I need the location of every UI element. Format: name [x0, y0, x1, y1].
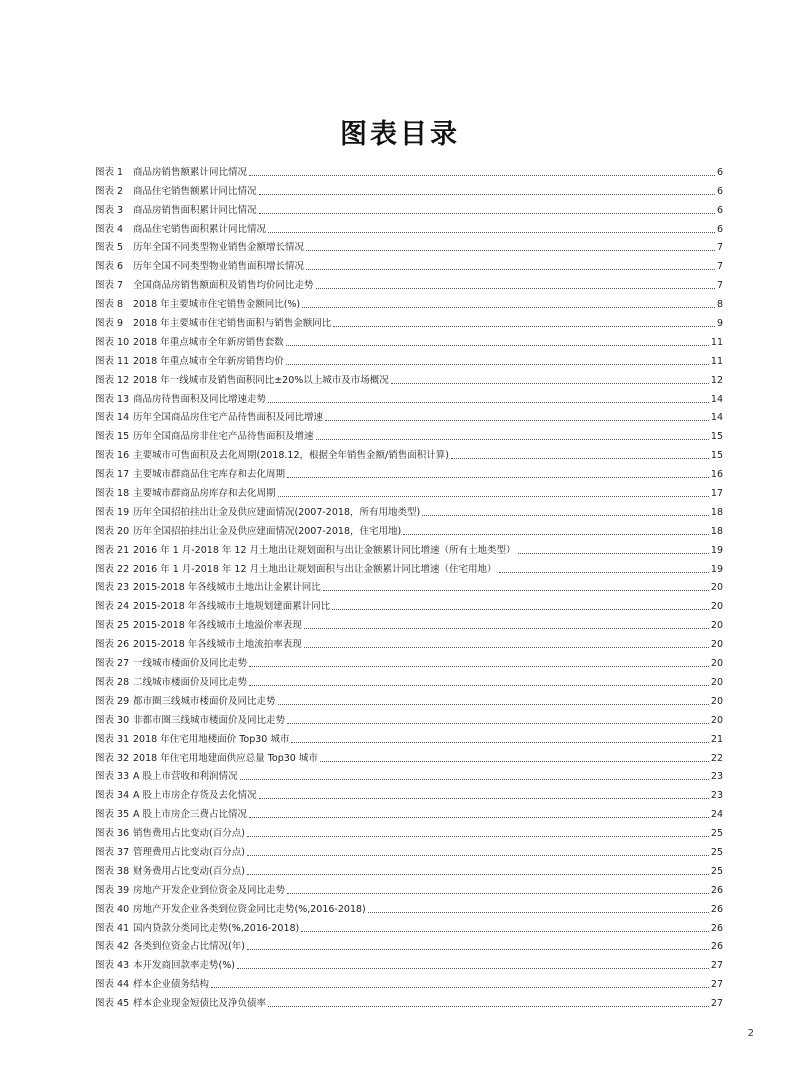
toc-entry[interactable]	[95, 424, 723, 443]
toc-entry-number: 图表 25	[95, 620, 130, 632]
toc-entry[interactable]	[95, 481, 723, 500]
toc-entry[interactable]	[95, 689, 723, 708]
toc-entry-page: 22	[710, 752, 723, 764]
toc-entry-number: 图表 27	[95, 658, 130, 670]
toc-entry-title: 销售费用占比变动(百分点)	[133, 828, 245, 840]
toc-entry-number: 图表 23	[95, 582, 130, 594]
toc-entry-number: 图表 29	[95, 695, 130, 707]
toc-entry[interactable]	[95, 972, 723, 991]
dot-leader	[316, 288, 715, 289]
dot-leader	[287, 477, 709, 478]
toc-entry-page: 21	[710, 733, 723, 745]
toc-entry-title: 样本企业现金短债比及净负债率	[133, 998, 267, 1010]
toc-entry-page: 8	[716, 299, 723, 311]
toc-entry[interactable]	[95, 953, 723, 972]
toc-entry[interactable]	[95, 708, 723, 727]
toc-entry-number: 图表 39	[95, 884, 130, 896]
toc-entry-page: 20	[710, 714, 723, 726]
toc-entry-title: 管理费用占比变动(百分点)	[133, 846, 245, 858]
dot-leader	[391, 383, 709, 384]
toc-entry[interactable]	[95, 935, 723, 954]
dot-leader	[451, 458, 709, 459]
dot-leader	[403, 534, 709, 535]
toc-entry-title: 历年全国不同类型物业销售金额增长情况	[133, 242, 305, 254]
toc-entry-page: 14	[710, 412, 723, 424]
toc-entry-title: 历年全国商品房住宅产品待售面积及同比增速	[133, 412, 324, 424]
toc-entry-page: 7	[716, 280, 723, 292]
toc-entry-number: 图表 3	[95, 204, 124, 216]
toc-entry-title: 2015-2018 年各线城市土地溢价率表现	[133, 620, 302, 632]
toc-entry[interactable]	[95, 783, 723, 802]
toc-entry[interactable]	[95, 500, 723, 519]
toc-entry-page: 27	[710, 979, 723, 991]
toc-entry-title: 房地产开发企业到位资金及同比走势	[133, 884, 286, 896]
toc-entry-title: 样本企业债务结构	[133, 979, 210, 991]
toc-entry-page: 27	[710, 998, 723, 1010]
toc-entry-page: 20	[710, 676, 723, 688]
toc-entry-page: 6	[716, 223, 723, 235]
toc-entry-page: 6	[716, 185, 723, 197]
dot-leader	[211, 987, 709, 988]
toc-entry-number: 图表 19	[95, 506, 130, 518]
toc-entry[interactable]	[95, 349, 723, 368]
toc-entry-title: A 股上市营收和利润情况	[133, 771, 238, 783]
toc-entry-page: 12	[710, 374, 723, 386]
toc-entry[interactable]	[95, 594, 723, 613]
toc-entry-number: 图表 33	[95, 771, 130, 783]
dot-leader	[306, 269, 715, 270]
toc-entry-title: 本开发商回款率走势(%)	[133, 960, 235, 972]
toc-entry-page: 20	[710, 582, 723, 594]
toc-entry[interactable]	[95, 292, 723, 311]
toc-entry-number: 图表 2	[95, 185, 124, 197]
toc-entry-page: 20	[710, 601, 723, 613]
dot-leader	[249, 666, 709, 667]
toc-entry-page: 18	[710, 525, 723, 537]
dot-leader	[268, 402, 709, 403]
toc-entry-number: 图表 6	[95, 261, 124, 273]
dot-leader	[278, 704, 709, 705]
toc-entry-number: 图表 38	[95, 865, 130, 877]
toc-entry-page: 7	[716, 242, 723, 254]
toc-entry[interactable]	[95, 273, 723, 292]
toc-entry-title: 国内贷款分类同比走势(%,2016-2018)	[133, 922, 300, 934]
toc-entry-title: 主要城市群商品住宅库存和去化周期	[133, 469, 286, 481]
toc-entry-title: 2018 年住宅用地建面供应总量 Top30 城市	[133, 752, 318, 764]
toc-entry-title: 商品住宅销售面积累计同比情况	[133, 223, 267, 235]
toc-entry-number: 图表 45	[95, 998, 130, 1010]
toc-entry-number: 图表 5	[95, 242, 124, 254]
toc-entry-number: 图表 37	[95, 846, 130, 858]
toc-entry-page: 16	[710, 469, 723, 481]
toc-entry-number: 图表 24	[95, 601, 130, 613]
toc-entry-title: 历年全国招拍挂出让金及供应建面情况(2007-2018，住宅用地)	[133, 525, 402, 537]
toc-entry-page: 25	[710, 828, 723, 840]
toc-entry-number: 图表 34	[95, 790, 130, 802]
toc-entry-page: 26	[710, 941, 723, 953]
toc-entry-title: 房地产开发企业各类到位资金同比走势(%,2016-2018)	[133, 903, 366, 915]
dot-leader	[291, 742, 709, 743]
toc-entry[interactable]	[95, 557, 723, 576]
dot-leader	[323, 590, 709, 591]
toc-entry-page: 14	[710, 393, 723, 405]
toc-entry[interactable]	[95, 670, 723, 689]
toc-entry-title: 都市圈三线城市楼面价及同比走势	[133, 695, 276, 707]
toc-entry-title: 2015-2018 年各线城市土地流拍率表现	[133, 639, 302, 651]
toc-entry-number: 图表 17	[95, 469, 130, 481]
toc-entry[interactable]	[95, 859, 723, 878]
toc-entry-title: 2018 年主要城市住宅销售金额同比(%)	[133, 299, 301, 311]
toc-entry-page: 15	[710, 431, 723, 443]
toc-entry-number: 图表 42	[95, 941, 130, 953]
toc-entry-page: 20	[710, 695, 723, 707]
toc-entry-title: 商品房待售面积及同比增速走势	[133, 393, 267, 405]
toc-entry-page: 19	[710, 544, 723, 556]
toc-entry-title: 2018 年重点城市全年新房销售套数	[133, 336, 284, 348]
toc-entry[interactable]	[95, 746, 723, 765]
dot-leader	[286, 345, 709, 346]
toc-entry-number: 图表 31	[95, 733, 130, 745]
toc-entry[interactable]	[95, 443, 723, 462]
toc-entry-title: 历年全国不同类型物业销售面积增长情况	[133, 261, 305, 273]
toc-entry[interactable]	[95, 897, 723, 916]
toc-entry-number: 图表 11	[95, 355, 130, 367]
toc-entry-number: 图表 28	[95, 676, 130, 688]
dot-leader	[368, 912, 709, 913]
toc-entry[interactable]	[95, 840, 723, 859]
toc-entry-title: 二线城市楼面价及同比走势	[133, 676, 248, 688]
dot-leader	[278, 496, 709, 497]
toc-entry[interactable]	[95, 991, 723, 1010]
toc-entry-page: 26	[710, 884, 723, 896]
toc-entry[interactable]	[95, 576, 723, 595]
toc-entry-title: 商品住宅销售额累计同比情况	[133, 185, 257, 197]
toc-entry[interactable]	[95, 821, 723, 840]
toc-entry-number: 图表 40	[95, 903, 130, 915]
toc-entry-title: A 股上市房企存货及去化情况	[133, 790, 257, 802]
toc-entry-page: 25	[710, 865, 723, 877]
toc-entry[interactable]	[95, 765, 723, 784]
toc-entry-title: 非都市圈三线城市楼面价及同比走势	[133, 714, 286, 726]
toc-entry-page: 7	[716, 261, 723, 273]
toc-entry-title: 商品房销售额累计同比情况	[133, 166, 248, 178]
toc-entry[interactable]	[95, 330, 723, 349]
toc-entry-number: 图表 15	[95, 431, 130, 443]
toc-entry-page: 19	[710, 563, 723, 575]
toc-entry-number: 图表 44	[95, 979, 130, 991]
dot-leader	[237, 968, 709, 969]
toc-entry-page: 15	[710, 450, 723, 462]
dot-leader	[259, 798, 709, 799]
page-title: 图表目录	[340, 119, 460, 150]
toc-entry-title: 各类到位资金占比情况(年)	[133, 941, 245, 953]
toc-entry[interactable]	[95, 878, 723, 897]
toc-entry-number: 图表 10	[95, 336, 130, 348]
toc-entry[interactable]	[95, 254, 723, 273]
toc-entry-page: 23	[710, 790, 723, 802]
toc-entry-title: 2015-2018 年各线城市土地规划建面累计同比	[133, 601, 331, 613]
page-number: 2	[747, 1028, 754, 1039]
toc-entry-page: 20	[710, 639, 723, 651]
toc-entry-page: 20	[710, 620, 723, 632]
toc-entry-number: 图表 35	[95, 809, 130, 821]
dot-leader	[499, 572, 709, 573]
toc-entry-page: 27	[710, 960, 723, 972]
dot-leader	[247, 874, 709, 875]
dot-leader	[287, 723, 709, 724]
toc-entry-number: 图表 8	[95, 299, 124, 311]
toc-entry[interactable]	[95, 519, 723, 538]
toc-entry[interactable]	[95, 632, 723, 651]
toc-entry-title: 主要城市可售面积及去化周期(2018.12，根据全年销售金额/销售面积计算)	[133, 450, 449, 462]
dot-leader	[422, 515, 709, 516]
toc-entry-number: 图表 21	[95, 544, 130, 556]
dot-leader	[304, 647, 709, 648]
dot-leader	[268, 232, 715, 233]
toc-entry-title: 2018 年重点城市全年新房销售均价	[133, 355, 284, 367]
dot-leader	[332, 609, 709, 610]
toc-entry[interactable]	[95, 802, 723, 821]
toc-entry[interactable]	[95, 160, 723, 179]
toc-entry-title: 2018 年住宅用地楼面价 Top30 城市	[133, 733, 290, 745]
toc-entry-title: 财务费用占比变动(百分点)	[133, 865, 245, 877]
toc-entry-number: 图表 12	[95, 374, 130, 386]
toc-entry[interactable]	[95, 198, 723, 217]
dot-leader	[302, 307, 715, 308]
toc-entry[interactable]	[95, 406, 723, 425]
toc-entry[interactable]	[95, 217, 723, 236]
toc-entry-page: 18	[710, 506, 723, 518]
dot-leader	[247, 949, 709, 950]
toc-entry-title: 2016 年 1 月-2018 年 12 月土地出让规划面积与出让金额累计同比增速（住宅用地）	[133, 563, 497, 575]
toc-entry-page: 9	[716, 318, 723, 330]
dot-leader	[333, 326, 715, 327]
toc-entry-title: 2018 年一线城市及销售面积同比±20%以上城市及市场概况	[133, 374, 389, 386]
dot-leader	[320, 761, 709, 762]
toc-entry-number: 图表 41	[95, 922, 130, 934]
dot-leader	[247, 836, 709, 837]
toc-entry-title: 主要城市群商品房库存和去化周期	[133, 488, 276, 500]
toc-entry-title: 商品房销售面积累计同比情况	[133, 204, 257, 216]
toc-entry-page: 6	[716, 166, 723, 178]
toc-entry-title: A 股上市房企三费占比情况	[133, 809, 248, 821]
toc-entry-number: 图表 26	[95, 639, 130, 651]
toc-entry-number: 图表 4	[95, 223, 124, 235]
toc-entry[interactable]	[95, 179, 723, 198]
toc-entry-number: 图表 36	[95, 828, 130, 840]
dot-leader	[249, 685, 709, 686]
toc-entry-page: 26	[710, 922, 723, 934]
toc-entry-page: 6	[716, 204, 723, 216]
dot-leader	[259, 213, 715, 214]
toc-entry-number: 图表 16	[95, 450, 130, 462]
table-of-figures	[95, 160, 723, 1010]
toc-entry-page: 25	[710, 846, 723, 858]
toc-entry-page: 11	[710, 355, 723, 367]
dot-leader	[247, 855, 709, 856]
toc-entry[interactable]	[95, 387, 723, 406]
toc-entry-page: 26	[710, 903, 723, 915]
toc-entry[interactable]	[95, 651, 723, 670]
toc-entry-number: 图表 9	[95, 318, 124, 330]
toc-entry[interactable]	[95, 727, 723, 746]
dot-leader	[268, 1006, 709, 1007]
toc-entry[interactable]	[95, 462, 723, 481]
toc-entry-number: 图表 1	[95, 166, 124, 178]
dot-leader	[249, 175, 715, 176]
toc-entry-number: 图表 18	[95, 488, 130, 500]
toc-entry-number: 图表 7	[95, 280, 124, 292]
toc-entry-title: 2018 年主要城市住宅销售面积与销售金额同比	[133, 318, 332, 330]
toc-entry-title: 历年全国商品房非住宅产品待售面积及增速	[133, 431, 314, 443]
toc-entry-page: 20	[710, 658, 723, 670]
toc-entry-page: 24	[710, 809, 723, 821]
dot-leader	[286, 364, 709, 365]
dot-leader	[518, 553, 709, 554]
dot-leader	[287, 893, 709, 894]
toc-entry[interactable]	[95, 613, 723, 632]
toc-entry-number: 图表 13	[95, 393, 130, 405]
dot-leader	[306, 250, 715, 251]
dot-leader	[301, 931, 709, 932]
toc-entry[interactable]	[95, 916, 723, 935]
dot-leader	[325, 420, 709, 421]
dot-leader	[259, 194, 715, 195]
dot-leader	[249, 817, 709, 818]
toc-entry[interactable]	[95, 236, 723, 255]
toc-entry-page: 17	[710, 488, 723, 500]
toc-entry[interactable]	[95, 368, 723, 387]
toc-entry-number: 图表 20	[95, 525, 130, 537]
toc-entry-title: 一线城市楼面价及同比走势	[133, 658, 248, 670]
toc-entry-page: 23	[710, 771, 723, 783]
toc-entry[interactable]	[95, 538, 723, 557]
toc-entry-title: 全国商品房销售额面积及销售均价同比走势	[133, 280, 314, 292]
dot-leader	[316, 439, 709, 440]
toc-entry-number: 图表 43	[95, 960, 130, 972]
toc-entry-number: 图表 22	[95, 563, 130, 575]
dot-leader	[240, 779, 709, 780]
dot-leader	[304, 628, 709, 629]
toc-entry[interactable]	[95, 311, 723, 330]
toc-entry-number: 图表 32	[95, 752, 130, 764]
toc-entry-title: 2016 年 1 月-2018 年 12 月土地出让规划面积与出让金额累计同比增速（所有土地类型）	[133, 544, 516, 556]
toc-entry-title: 2015-2018 年各线城市土地出让金累计同比	[133, 582, 321, 594]
toc-entry-number: 图表 30	[95, 714, 130, 726]
toc-entry-title: 历年全国招拍挂出让金及供应建面情况(2007-2018，所有用地类型)	[133, 506, 421, 518]
toc-entry-page: 11	[710, 336, 723, 348]
toc-entry-number: 图表 14	[95, 412, 130, 424]
